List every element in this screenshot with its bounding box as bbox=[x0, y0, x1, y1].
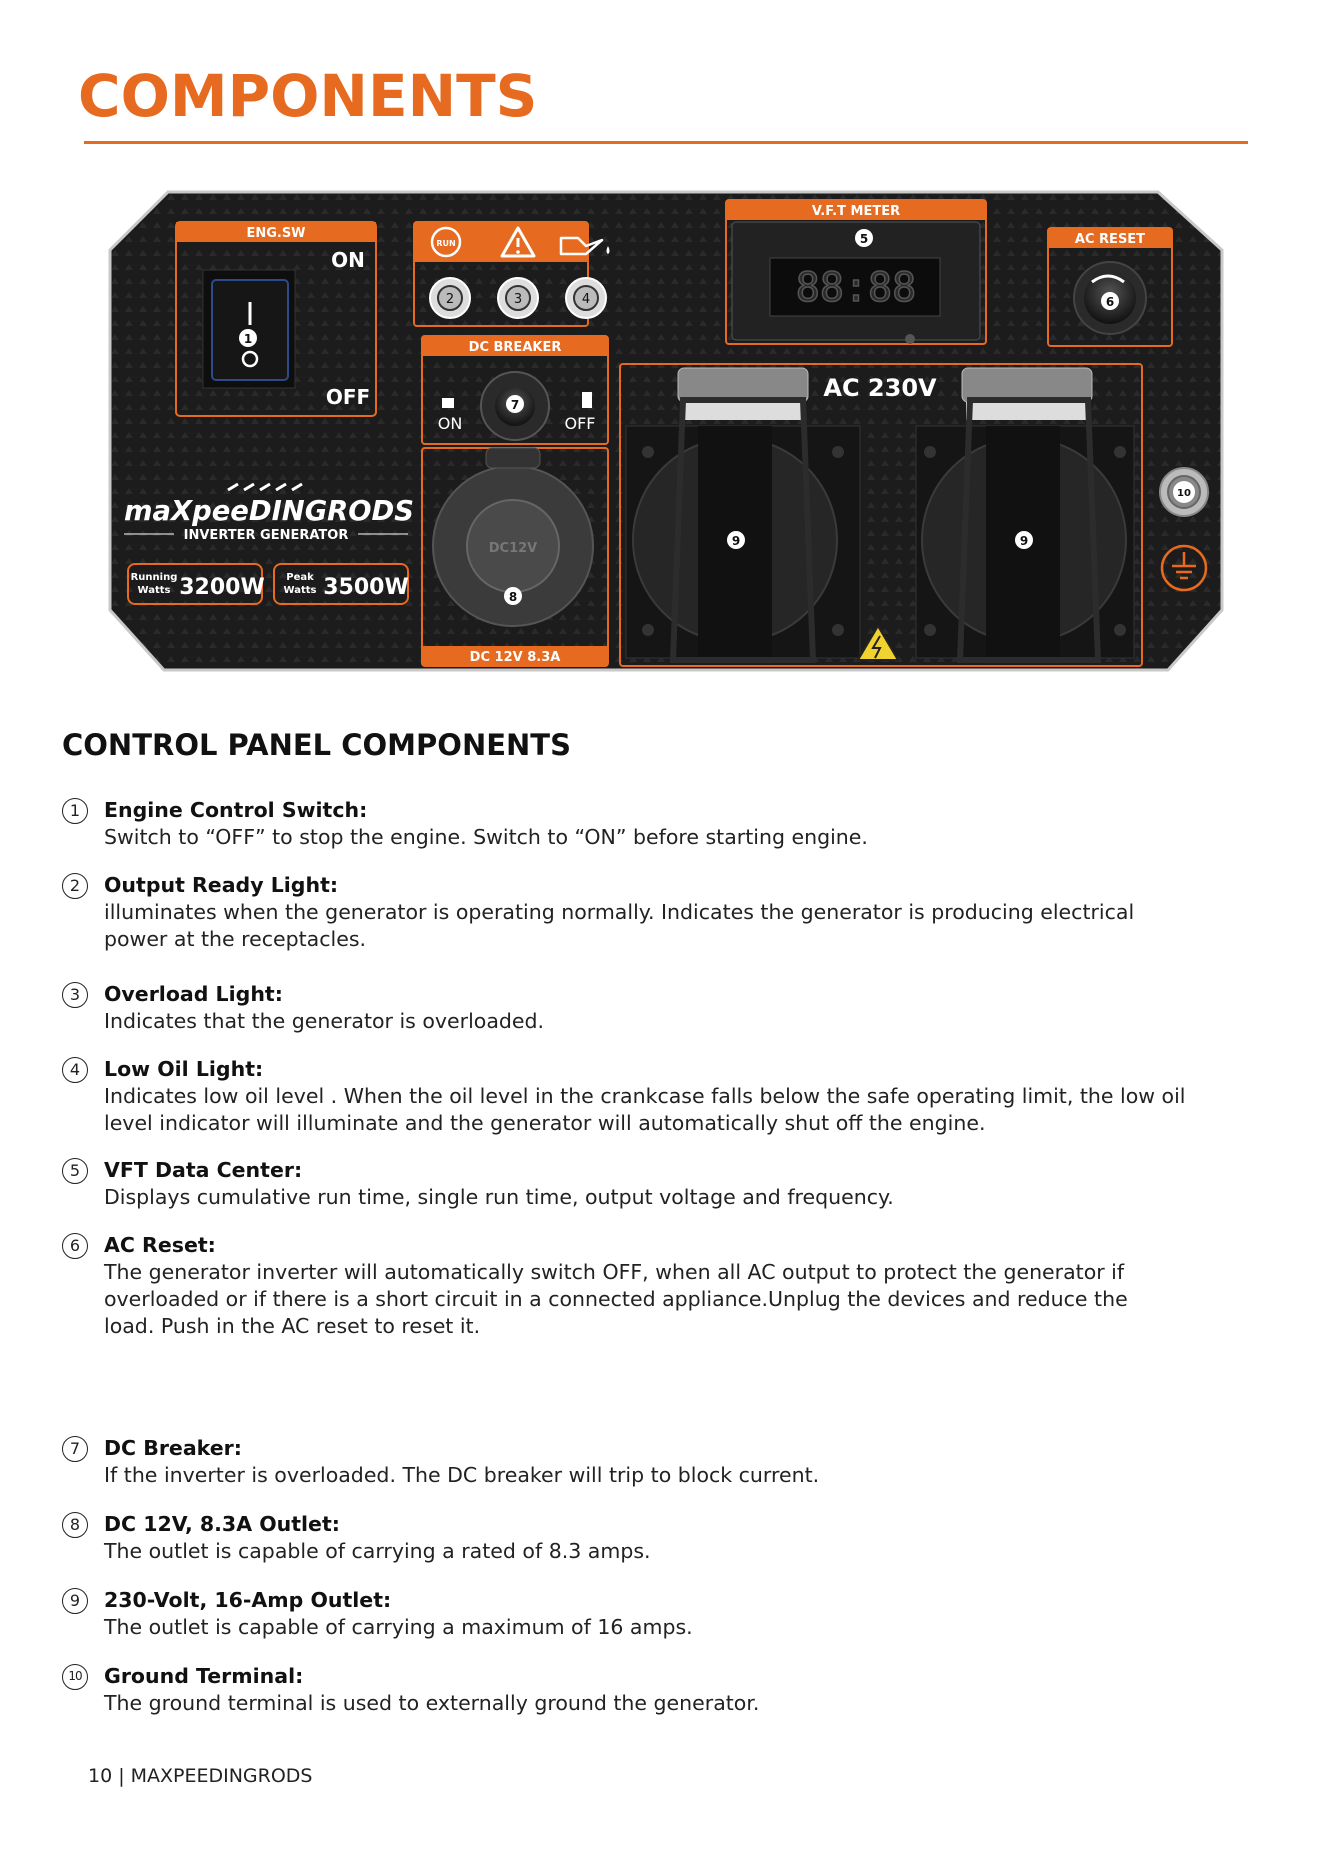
component-item bbox=[62, 1434, 1304, 1489]
running-watts-value: 3200W bbox=[179, 575, 265, 600]
section-heading: CONTROL PANEL COMPONENTS bbox=[62, 728, 571, 762]
item-description-line: Switch to “OFF” to stop the engine. Switch to “ON” before starting engine. bbox=[104, 825, 868, 849]
dc-breaker-label: DC BREAKER bbox=[468, 340, 562, 355]
item-title: Low Oil Light: bbox=[104, 1057, 264, 1081]
marker-5: 5 bbox=[859, 232, 869, 246]
item-description-line: overloaded or if there is a short circuit in a connected appliance.Unplug the devices and reduce the bbox=[104, 1287, 1128, 1311]
item-number-badge: 1 bbox=[62, 798, 88, 824]
dc-on-label: ON bbox=[437, 414, 463, 433]
page-footer bbox=[88, 1765, 313, 1787]
svg-text:Watts: Watts bbox=[283, 585, 317, 596]
marker-3: 3 bbox=[513, 292, 523, 307]
marker-4: 4 bbox=[581, 292, 591, 307]
component-item bbox=[62, 1231, 1304, 1340]
item-number-badge: 6 bbox=[62, 1233, 88, 1259]
item-title: DC 12V, 8.3A Outlet: bbox=[104, 1512, 340, 1536]
vft-label: V.F.T METER bbox=[811, 204, 901, 219]
item-title: Ground Terminal: bbox=[104, 1664, 304, 1688]
control-panel-illustration bbox=[108, 190, 1224, 672]
item-number-badge: 8 bbox=[62, 1512, 88, 1538]
marker-2: 2 bbox=[445, 292, 455, 307]
item-title: Overload Light: bbox=[104, 982, 283, 1006]
component-item bbox=[62, 1055, 1304, 1137]
vft-display: 88:88 bbox=[795, 265, 917, 311]
component-item bbox=[62, 1662, 1304, 1717]
svg-text:RUN: RUN bbox=[436, 239, 456, 248]
svg-text:Watts: Watts bbox=[137, 585, 171, 596]
footer-separator: | bbox=[118, 1765, 125, 1787]
page-title: COMPONENTS bbox=[78, 62, 538, 130]
component-item bbox=[62, 1586, 1304, 1641]
dc-outlet-label: DC 12V 8.3A bbox=[469, 650, 561, 665]
page-number: 10 bbox=[88, 1765, 113, 1787]
item-number-badge: 5 bbox=[62, 1158, 88, 1184]
marker-9a: 9 bbox=[731, 534, 741, 548]
item-title: 230-Volt, 16-Amp Outlet: bbox=[104, 1588, 392, 1612]
item-number-badge: 3 bbox=[62, 982, 88, 1008]
item-title: AC Reset: bbox=[104, 1233, 216, 1257]
item-description-line: illuminates when the generator is operating normally. Indicates the generator is producing electrical bbox=[104, 900, 1135, 924]
item-description-line: The outlet is capable of carrying a maximum of 16 amps. bbox=[104, 1615, 693, 1639]
eng-on-label: ON bbox=[331, 248, 365, 272]
item-description-line: power at the receptacles. bbox=[104, 927, 367, 951]
marker-6: 6 bbox=[1105, 295, 1115, 309]
eng-off-label: OFF bbox=[325, 385, 371, 409]
svg-text:Peak: Peak bbox=[286, 572, 314, 583]
component-item bbox=[62, 871, 1304, 953]
brand-sub: INVERTER GENERATOR bbox=[183, 528, 349, 543]
item-number-badge: 7 bbox=[62, 1436, 88, 1462]
component-item bbox=[62, 980, 1304, 1035]
item-number-badge: 9 bbox=[62, 1588, 88, 1614]
component-item bbox=[62, 1156, 1304, 1211]
item-description-line: The generator inverter will automatically switch OFF, when all AC output to protect the generator if bbox=[104, 1260, 1125, 1284]
item-title: VFT Data Center: bbox=[104, 1158, 303, 1182]
item-description-line: load. Push in the AC reset to reset it. bbox=[104, 1314, 481, 1338]
item-title: Engine Control Switch: bbox=[104, 798, 368, 822]
item-description-line: Indicates low oil level . When the oil level in the crankcase falls below the safe operating limit, the low oil bbox=[104, 1084, 1186, 1108]
footer-brand: MAXPEEDINGRODS bbox=[130, 1765, 313, 1787]
marker-10: 10 bbox=[1177, 488, 1191, 499]
eng-sw-label: ENG.SW bbox=[246, 226, 306, 241]
marker-7: 7 bbox=[510, 398, 520, 412]
marker-9b: 9 bbox=[1019, 534, 1029, 548]
ac-label: AC 230V bbox=[823, 374, 937, 402]
marker-1: 1 bbox=[243, 332, 253, 346]
svg-text:Running: Running bbox=[130, 572, 178, 583]
item-number-badge: 2 bbox=[62, 873, 88, 899]
ac-reset-label: AC RESET bbox=[1074, 232, 1146, 247]
component-item bbox=[62, 1510, 1304, 1565]
item-description-line: level indicator will illuminate and the generator will automatically shut off the engine. bbox=[104, 1111, 986, 1135]
item-description-line: Displays cumulative run time, single run time, output voltage and frequency. bbox=[104, 1185, 894, 1209]
title-rule bbox=[84, 141, 1248, 144]
item-title: DC Breaker: bbox=[104, 1436, 242, 1460]
item-number-badge: 10 bbox=[62, 1664, 88, 1690]
peak-watts-value: 3500W bbox=[323, 575, 409, 600]
item-description-line: If the inverter is overloaded. The DC breaker will trip to block current. bbox=[104, 1463, 820, 1487]
item-title: Output Ready Light: bbox=[104, 873, 339, 897]
marker-8: 8 bbox=[508, 590, 518, 604]
item-number-badge: 4 bbox=[62, 1057, 88, 1083]
dc-outlet-text: DC12V bbox=[488, 541, 538, 556]
dc-off-label: OFF bbox=[564, 414, 596, 433]
vft-meter bbox=[726, 200, 986, 344]
item-description-line: Indicates that the generator is overloaded. bbox=[104, 1009, 545, 1033]
component-item bbox=[62, 796, 1304, 851]
item-description-line: The outlet is capable of carrying a rated of 8.3 amps. bbox=[104, 1539, 651, 1563]
item-description-line: The ground terminal is used to externally ground the generator. bbox=[104, 1691, 760, 1715]
brand-logo: maXpeeDINGRODS bbox=[124, 494, 414, 527]
